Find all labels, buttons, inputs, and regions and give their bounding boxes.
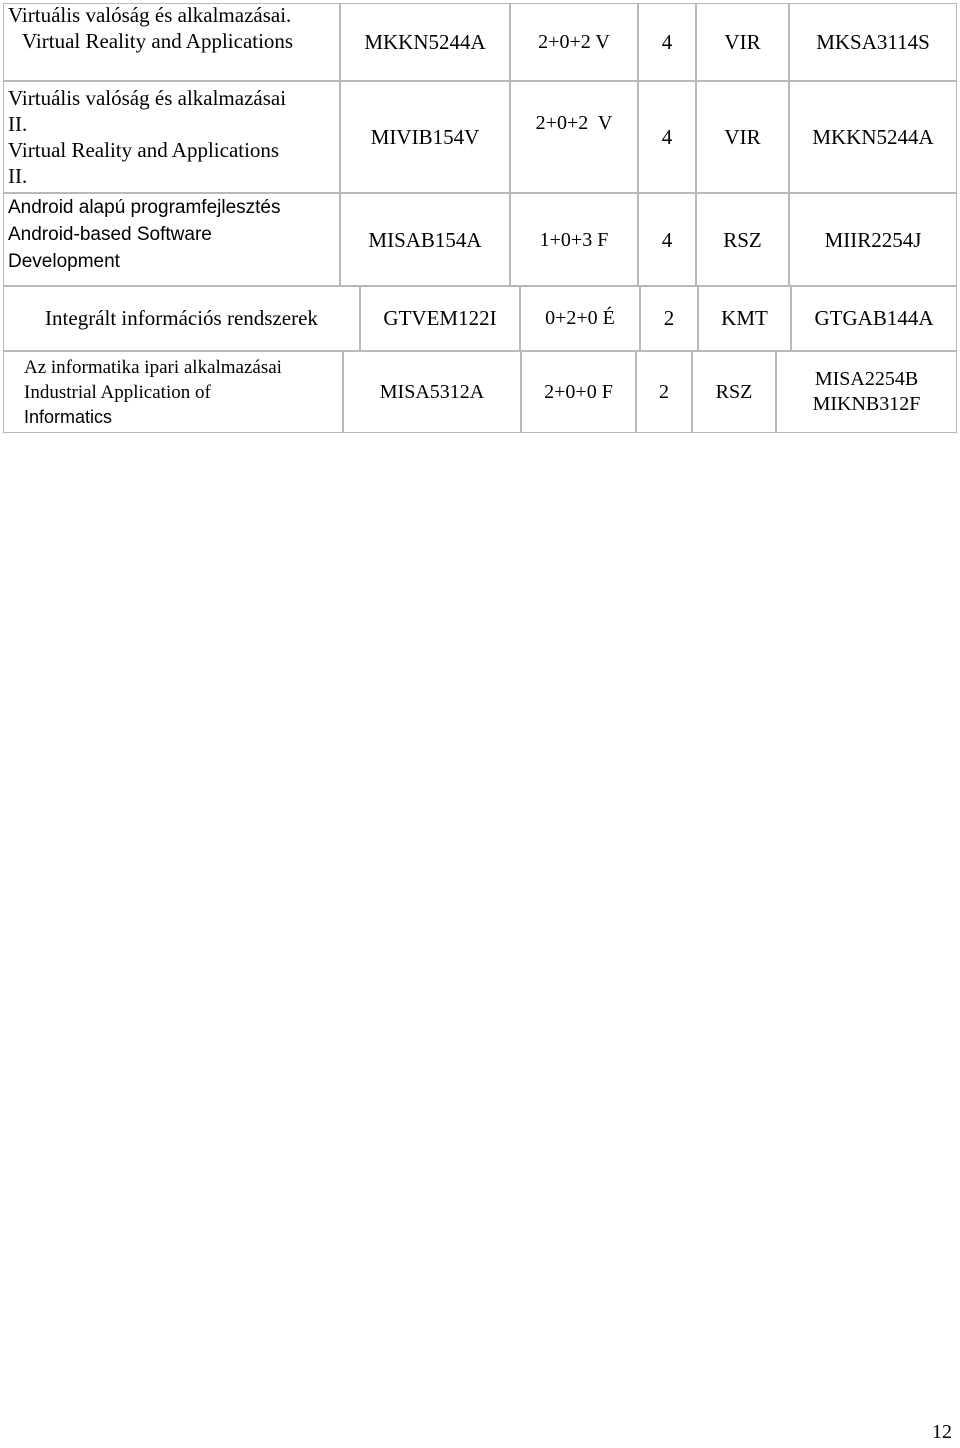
course-name-line: Development: [8, 251, 120, 272]
course-name-cell: [3, 81, 340, 193]
course-credits-cell: [638, 81, 696, 193]
course-name-cell: [3, 351, 343, 433]
course-credits-cell: [640, 285, 698, 351]
course-name-hu: Virtuális valóság és alkalmazásai.: [8, 3, 292, 27]
course-hours: 1+0+3 F: [539, 228, 609, 251]
course-hours-cell: [510, 3, 638, 81]
course-name-cell: [3, 3, 340, 81]
course-name-cell: [3, 285, 360, 351]
course-code-cell: [340, 81, 510, 193]
course-prereq: MKKN5244A: [812, 125, 934, 149]
course-name: Integrált információs rendszerek: [45, 306, 318, 330]
course-credits: 4: [661, 125, 673, 149]
course-code: MIVIB154V: [370, 125, 480, 149]
course-table-2: [3, 285, 957, 351]
course-credits-cell: [636, 351, 692, 433]
course-code-cell: [340, 3, 510, 81]
course-code: GTVEM122I: [383, 306, 497, 330]
course-table-1: [3, 3, 957, 287]
course-prereq: GTGAB144A: [814, 306, 934, 330]
table-row: [3, 285, 957, 351]
table-row: [3, 3, 957, 81]
course-credits: 2: [663, 306, 675, 330]
course-name-line: Virtual Reality and Applications: [8, 138, 280, 162]
course-hours: 0+2+0 É: [545, 306, 615, 329]
course-hours: 2+0+2 V: [538, 30, 610, 53]
course-name-cell: [3, 193, 340, 287]
course-prereq: MIIR2254J: [824, 228, 922, 252]
course-name-en: Virtual Reality and Applications: [22, 29, 294, 53]
course-prereq-cell: [789, 81, 957, 193]
course-code-cell: [343, 351, 521, 433]
course-dept-cell: [696, 193, 789, 287]
page-number: 12: [932, 1421, 952, 1443]
course-hours-cell: [520, 285, 640, 351]
course-prereq-line: MIKNB312F: [812, 393, 921, 415]
course-dept: RSZ: [723, 228, 762, 252]
course-dept-cell: [696, 3, 789, 81]
course-credits-cell: [638, 193, 696, 287]
table-row: [3, 193, 957, 287]
course-credits-cell: [638, 3, 696, 81]
course-prereq-line: MISA2254B: [814, 368, 919, 390]
course-dept-cell: [698, 285, 791, 351]
course-dept: RSZ: [715, 380, 753, 403]
course-name-line: Industrial Application of: [24, 381, 211, 403]
course-credits: 2: [659, 380, 669, 403]
course-hours: 2+0+2 V: [535, 111, 613, 134]
course-code: MISA5312A: [379, 380, 485, 403]
table-row: [3, 351, 957, 433]
course-prereq-cell: [789, 3, 957, 81]
course-code: MKKN5244A: [364, 30, 486, 54]
course-name-line: Android-based Software: [8, 224, 212, 245]
course-name-line: Az informatika ipari alkalmazásai: [24, 356, 282, 378]
course-name-line: Virtuális valóság és alkalmazásai: [8, 86, 287, 110]
course-prereq-cell: [791, 285, 957, 351]
course-code-cell: [340, 193, 510, 287]
course-credits: 4: [661, 30, 673, 54]
course-code-cell: [360, 285, 520, 351]
course-prereq-cell: [789, 193, 957, 287]
course-dept-cell: [692, 351, 776, 433]
course-hours: 2+0+0 F: [544, 380, 613, 403]
course-name-line: II.: [8, 164, 28, 188]
course-prereq-cell: [776, 351, 957, 433]
course-name-line: II.: [8, 112, 28, 136]
course-code: MISAB154A: [368, 228, 482, 252]
course-hours-cell: [510, 193, 638, 287]
course-credits: 4: [661, 228, 673, 252]
course-dept: KMT: [721, 306, 768, 330]
course-dept: VIR: [724, 125, 761, 149]
course-hours-cell: [510, 81, 638, 193]
course-hours-cell: [521, 351, 636, 433]
table-row: [3, 81, 957, 193]
course-prereq: MKSA3114S: [816, 30, 930, 54]
course-dept: VIR: [724, 30, 761, 54]
course-table-3: [3, 351, 957, 433]
course-name-line: Android alapú programfejlesztés: [8, 197, 281, 218]
course-name-line: Informatics: [24, 406, 113, 427]
course-dept-cell: [696, 81, 789, 193]
